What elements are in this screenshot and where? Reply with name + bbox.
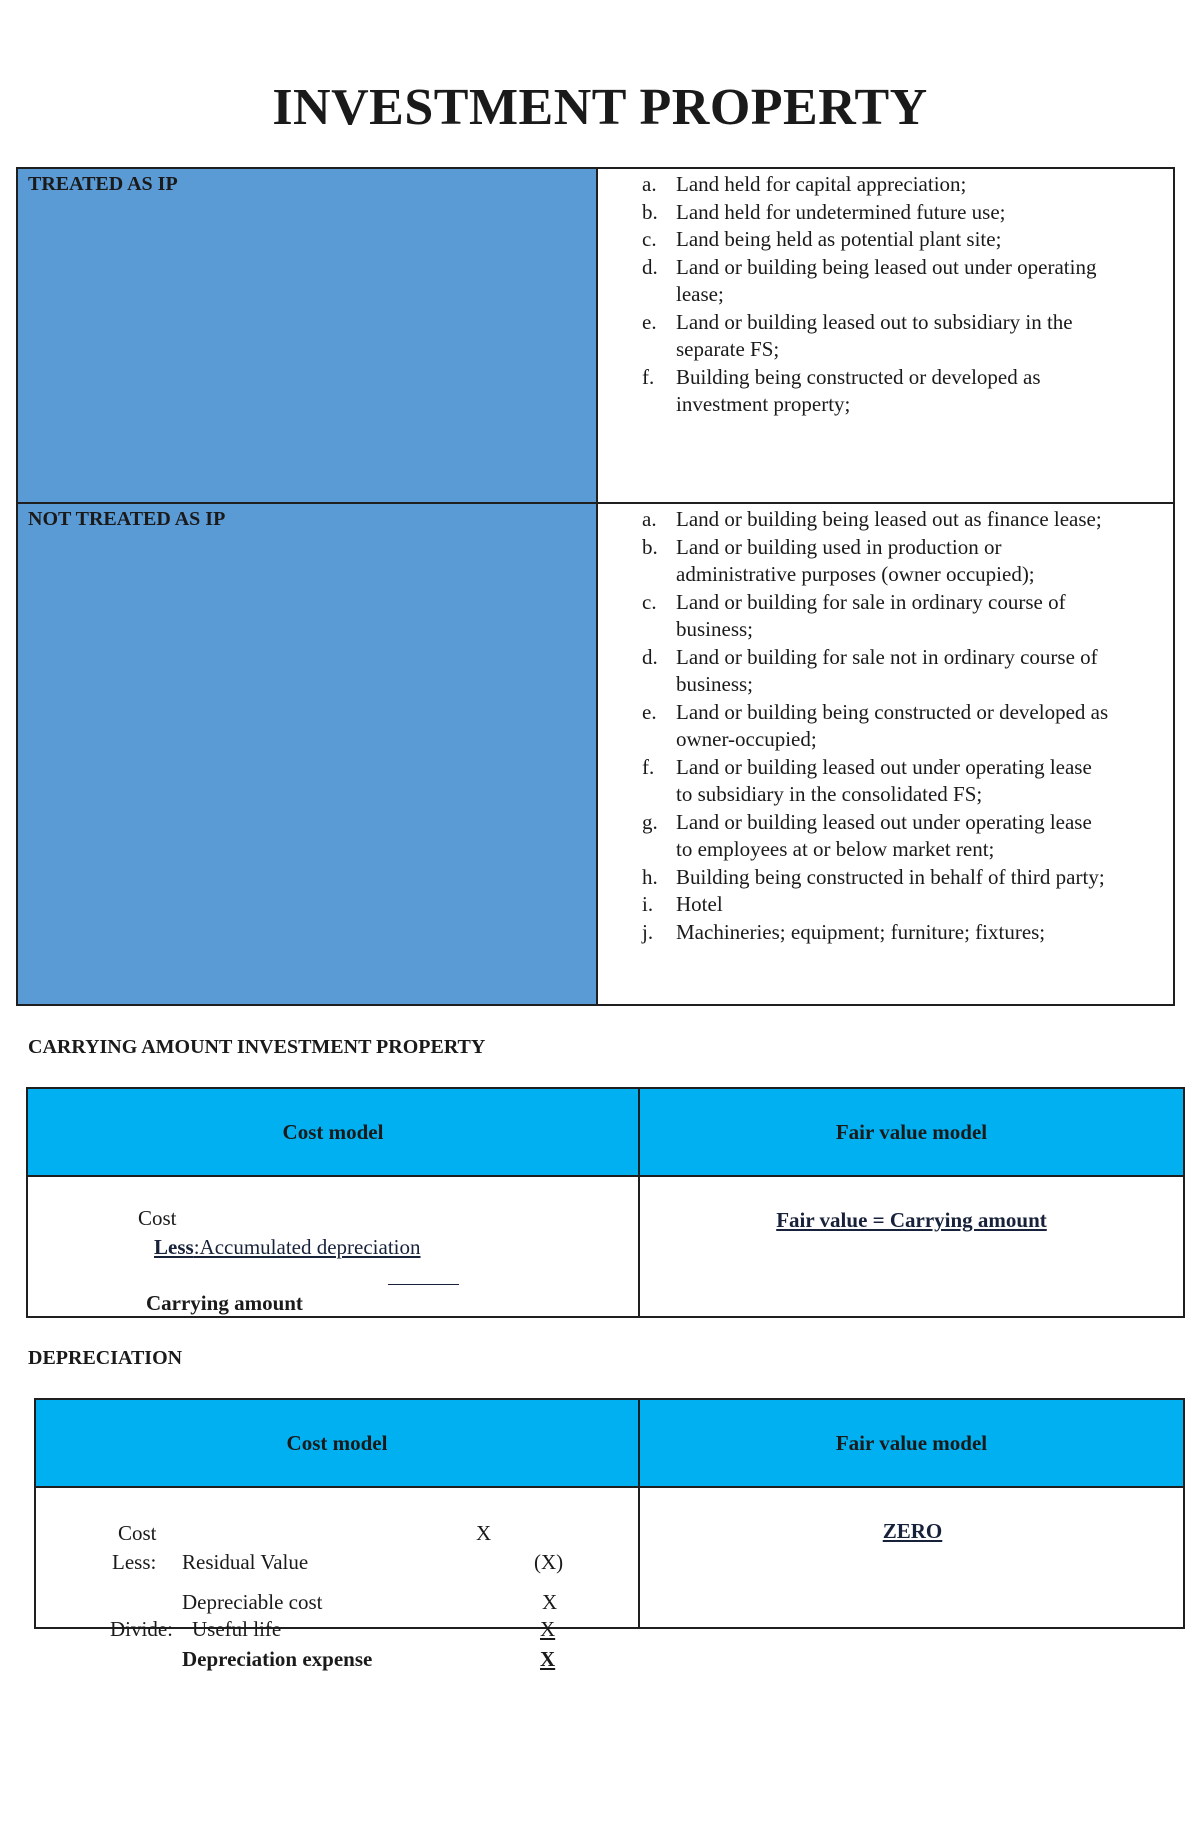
not-treated-item [598,644,1165,699]
treated-item [598,309,1165,364]
not-treated-item-text: Building being constructed in behalf of third party; [676,864,1105,889]
treated-item-marker: e. [642,309,657,334]
not-treated-item-marker: d. [642,644,658,669]
treated-item-text: separate FS; [676,337,780,361]
depreciation-heading: DEPRECIATION [28,1347,183,1369]
not-treated-item-marker: h. [642,864,658,889]
treated-item-text: Building being constructed or developed as [676,364,1041,389]
not-treated-item-marker: b. [642,534,658,559]
not-treated-item-text: administrative purposes (owner occupied); [676,562,1035,586]
not-treated-item-text: business; [676,672,754,696]
dep-divide-label: Divide: [110,1617,173,1641]
dep-expense-label: Depreciation expense [182,1647,373,1671]
treated-item-text: Land held for undetermined future use; [676,199,1006,224]
not-treated-item-text: Land or building leased out under operating lease [676,809,1092,834]
not-treated-item-text: Land or building being constructed or developed as [676,699,1109,724]
not-treated-item [598,864,1165,892]
not-treated-item-marker: i. [642,892,654,916]
dep-depreciable-label: Depreciable cost [182,1590,323,1614]
dep-residual-label: Residual Value [182,1550,309,1574]
treated-item [598,199,1165,227]
not-treated-item-text: to employees at or below market rent; [676,837,995,861]
treated-item-marker: b. [642,199,658,224]
ip-classification-table [16,167,1175,1006]
treated-item-text: Land or building being leased out under operating [676,254,1097,279]
not-treated-item-text: Machineries; equipment; furniture; fixtures; [676,919,1046,944]
carrying-accumulated-depreciation-label: :Accumulated depreciation [193,1235,421,1259]
dep-residual-value: (X) [534,1550,564,1574]
not-treated-item-marker: g. [642,809,658,834]
carrying-fair-value-model-header: Fair value model [835,1119,988,1144]
not-treated-item-text: business; [676,617,754,641]
fair-value-carrying-text: Fair value = Carrying amount [776,1208,1047,1232]
dep-less-label: Less: [112,1550,157,1574]
treated-item-marker: f. [642,364,655,389]
not-treated-item [598,754,1165,809]
treated-item-text: lease; [676,282,724,306]
not-treated-item [598,534,1165,589]
treated-item-marker: d. [642,254,658,279]
not-treated-item-marker: c. [642,589,657,614]
dep-cost-value: X [476,1521,492,1545]
carrying-less-label: Less [154,1235,194,1259]
treated-item [598,254,1165,309]
not-treated-item [598,699,1165,754]
treated-item-marker: c. [642,227,657,251]
not-treated-item-text: Land or building for sale in ordinary course of [676,589,1066,614]
not-treated-item-text: Hotel [676,892,723,916]
carrying-heading: CARRYING AMOUNT INVESTMENT PROPERTY [28,1036,486,1058]
treated-item-text: Land being held as potential plant site; [676,227,1002,251]
carrying-table [26,1087,1185,1318]
treated-item [598,364,1165,419]
treated-items-list [598,171,1165,419]
carrying-cost-model-header: Cost model [282,1119,384,1144]
not-treated-item [598,506,1165,534]
not-treated-row [18,504,1173,1004]
treated-item [598,226,1165,254]
carrying-less-line [154,1235,421,1260]
not-treated-item-text: to subsidiary in the consolidated FS; [676,782,983,806]
carrying-total-label: Carrying amount [146,1291,303,1315]
page-title: INVESTMENT PROPERTY [272,79,928,136]
treated-item-text: investment property; [676,392,851,416]
treated-row [18,169,1173,504]
treated-item-text: Land or building leased out to subsidiary in the [676,309,1073,334]
dep-depreciable-value: X [542,1590,558,1614]
not-treated-label: NOT TREATED AS IP [28,508,226,530]
dep-expense-value: X [540,1647,556,1671]
not-treated-item-text: Land or building for sale not in ordinary course of [676,644,1098,669]
fair-value-depreciation-text: ZERO [882,1519,943,1543]
treated-item-marker: a. [642,172,657,196]
not-treated-item-marker: e. [642,699,657,724]
carrying-subtotal-rule [388,1284,459,1285]
not-treated-item-marker: a. [642,507,657,531]
not-treated-item [598,809,1165,864]
not-treated-items-cell [598,504,1173,1004]
not-treated-item [598,589,1165,644]
depreciation-table [34,1398,1185,1629]
treated-label-cell [18,169,598,502]
not-treated-label-cell [18,504,598,1004]
treated-items-cell [598,169,1173,502]
dep-cost-label: Cost [118,1521,157,1545]
dep-useful-life-label: Useful life [192,1617,282,1641]
not-treated-items-list [598,506,1165,946]
not-treated-item-marker: f. [642,754,655,779]
not-treated-item-text: Land or building used in production or [676,534,1002,559]
treated-label: TREATED AS IP [28,173,178,195]
treated-item-text: Land held for capital appreciation; [676,172,967,196]
not-treated-item-text: Land or building leased out under operating lease [676,754,1092,779]
not-treated-item-text: owner-occupied; [676,727,817,751]
not-treated-item [598,919,1165,947]
not-treated-item [598,891,1165,919]
depreciation-fair-value-model-header: Fair value model [835,1430,988,1455]
not-treated-item-text: Land or building being leased out as finance lease; [676,507,1102,531]
not-treated-item-marker: j. [642,919,654,944]
dep-useful-life-value: X [540,1617,556,1641]
depreciation-cost-model-header: Cost model [286,1430,388,1455]
treated-item [598,171,1165,199]
carrying-cost-label: Cost [138,1206,177,1230]
